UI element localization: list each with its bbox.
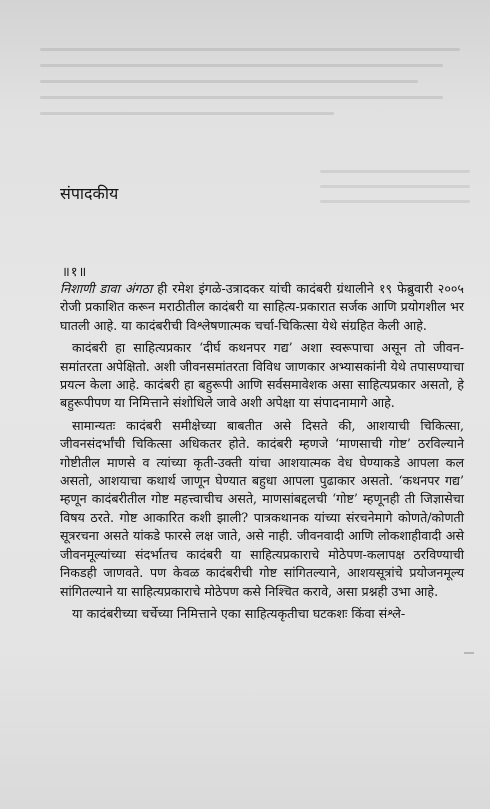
section-number: ॥१॥	[62, 265, 88, 280]
body-text	[60, 280, 464, 627]
page-edge-mark	[464, 652, 474, 654]
paragraph-2: कादंबरी हा साहित्यप्रकार ‘दीर्घ कथनपर गद्य’ अशा स्वरूपाचा असून तो जीवन-समांतरता अपेक्षितो. अशी जीवनसमांतरता विविध जाणकार अभ्यासकांनी येथे तपासण्याचा प्रयत्न केला आहे. कादंबरी हा बहुरूपी आणि सर्वसमावेशक असा साहित्यप्रकार असतो, हे बहुरूपीपण या निमित्ताने संशोधिले जावे अशी अपेक्षा या संपादनामागे आहे.	[60, 340, 464, 411]
bleed-through-line	[320, 200, 470, 203]
bleed-through-line	[320, 170, 470, 173]
bleed-through-line	[40, 96, 443, 99]
page-heading: संपादकीय	[60, 184, 119, 203]
bleed-through-text-right	[320, 170, 470, 215]
book-title: निशाणी डावा अंगठा	[60, 281, 153, 296]
bleed-through-line	[40, 112, 334, 115]
paragraph-1	[60, 280, 464, 335]
bleed-through-line	[40, 64, 443, 67]
bleed-through-line	[320, 185, 470, 188]
bleed-through-text	[40, 48, 460, 168]
bleed-through-line	[40, 48, 460, 51]
paragraph-4: या कादंबरीच्या चर्चेच्या निमित्ताने एका साहित्यकृतीचा घटकशः किंवा संश्ले-	[72, 605, 406, 621]
paragraph-3: सामान्यतः कादंबरी समीक्षेच्या बाबतीत असे दिसते की, आशयाची चिकित्सा, जीवनसंदर्भांची चिकित्सा अधिकतर होते. कादंबरी म्हणजे ‘माणसाची गोष्ट’ ठरविल्याने गोष्टीतील माणसे व त्यांच्या कृती-उक्ती यांचा आशयात्मक वेध घेण्याकडे आपला कल असतो, आशयाचा कथार्थ जाणून घेण्यात बहुधा आपला पुढाकार असतो. ‘कथनपर गद्य’ म्हणून कादंबरीतील गोष्ट महत्त्वाचीच असते, माणसांबद्दलची ‘गोष्ट’ म्हणूनही ती जिज्ञासेचा विषय ठरते. गोष्ट आकारित कशी झाली? पात्रकथानक यांच्या संरचनेमागे कोणते/कोणती सूत्ररचना असते यांकडे फारसे लक्ष जाते, असे नाही. जीवनवादी आणि लोकशाहीवादी असे जीवनमूल्यांच्या संदर्भातच कादंबरी या साहित्यप्रकाराचे मोठेपण-कलापक्ष ठरविण्याची निकडही जाणवते. पण केवळ कादंबरीची गोष्ट सांगितल्याने, आशयसूत्रांचे प्रयोजनमूल्य सांगितल्याने या साहित्यप्रकाराचे मोठेपण कसे निश्चित करावे, असा प्रश्नही उभा आहे.	[60, 417, 464, 599]
bleed-through-line	[40, 80, 418, 83]
paragraph-text: ही रमेश इंगळे-उत्रादकर यांची कादंबरी ग्रंथालीने १९ फेब्रुवारी २००५ रोजी प्रकाशित करून मराठीतील कादंबरी या साहित्य-प्रकारात सर्जक आणि प्रयोगशील भर घातली आहे. या कादंबरीची विश्लेषणात्मक चर्चा-चिकित्सा येथे संग्रहित केली आहे.	[60, 281, 464, 333]
